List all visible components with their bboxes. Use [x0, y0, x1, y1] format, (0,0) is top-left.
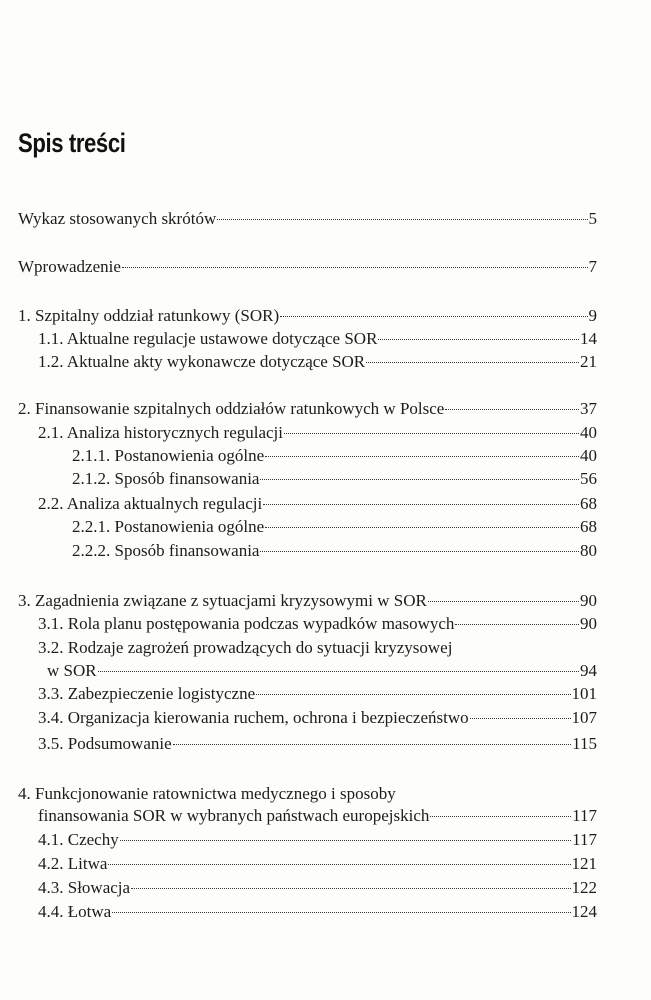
toc-entry: [72, 445, 597, 467]
toc-entry-page: 122: [571, 878, 597, 897]
toc-leader: [378, 339, 579, 340]
toc-leader: [120, 840, 571, 841]
toc-entry-page: 115: [572, 734, 597, 753]
toc-leader: [263, 504, 579, 505]
toc-entry: [18, 305, 597, 327]
toc-entry: [38, 877, 597, 899]
toc-leader: [455, 624, 579, 625]
toc-entry-title: 4.4. Łotwa: [38, 902, 112, 921]
toc-entry-title: 1.2. Aktualne akty wykonawcze dotyczące SOR: [38, 352, 366, 371]
toc-entry-title: 2.2. Analiza aktualnych regulacji: [38, 494, 263, 513]
toc-entry-page: 56: [580, 469, 597, 488]
toc-entry-title: 3.5. Podsumowanie: [38, 734, 172, 753]
toc-entry-page: 90: [580, 614, 597, 633]
toc-entry-page: 117: [572, 830, 597, 849]
toc-entry-title: 3.3. Zabezpieczenie logistyczne: [38, 684, 256, 703]
toc-entry: [38, 422, 597, 444]
toc-entry-title: 3.4. Organizacja kierowania ruchem, ochrona i bezpieczeństwo: [38, 708, 469, 727]
toc-entry-title: 2. Finansowanie szpitalnych oddziałów ratunkowych w Polsce: [18, 399, 445, 418]
toc-entry: [38, 351, 597, 373]
toc-entry-page: 40: [580, 423, 597, 442]
toc-entry-page: 7: [588, 257, 597, 276]
toc-leader: [445, 409, 579, 410]
toc-entry-page: 121: [571, 854, 597, 873]
toc-entry-page: 117: [572, 806, 597, 825]
toc-leader: [217, 219, 587, 220]
toc-leader: [260, 479, 579, 480]
toc-entry-page: 40: [580, 446, 597, 465]
page-title: Spis treści: [18, 128, 126, 158]
toc-entry-page: 21: [580, 352, 597, 371]
toc-entry: [72, 540, 597, 562]
toc-entry-title: 3. Zagadnienia związane z sytuacjami kryzysowymi w SOR: [18, 591, 427, 610]
toc-leader: [122, 267, 588, 268]
toc-entry-page: 101: [571, 684, 597, 703]
toc-entry-page: 68: [580, 494, 597, 513]
toc-entry-title: 3.2. Rodzaje zagrożeń prowadzących do sytuacji kryzysowej: [38, 638, 453, 657]
toc-entry-page: 5: [588, 209, 597, 228]
toc-leader: [265, 456, 579, 457]
toc-entry: [72, 516, 597, 538]
toc-leader: [280, 316, 587, 317]
toc-entry-page: 124: [571, 902, 597, 921]
toc-entry-title: Wykaz stosowanych skrótów: [18, 209, 217, 228]
toc-entry-title: 4.1. Czechy: [38, 830, 119, 849]
toc-leader: [428, 601, 579, 602]
toc-leader: [284, 433, 579, 434]
toc-entry: [18, 256, 597, 278]
toc-entry: [18, 590, 597, 612]
toc-entry-title: Wprowadzenie: [18, 257, 121, 276]
toc-entry-page: 68: [580, 517, 597, 536]
toc-entry-title-cont: finansowania SOR w wybranych państwach europejskich: [38, 806, 430, 825]
toc-leader: [98, 671, 579, 672]
toc-entry: [38, 829, 597, 851]
toc-entry-page: 80: [580, 541, 597, 560]
toc-entry: [38, 901, 597, 923]
toc-entry: [18, 398, 597, 420]
toc-leader: [173, 744, 571, 745]
toc-leader: [366, 362, 579, 363]
toc-entry-title: 2.1.1. Postanowienia ogólne: [72, 446, 265, 465]
toc-entry-title: 2.2.2. Sposób finansowania: [72, 541, 260, 560]
toc-leader: [265, 527, 579, 528]
toc-entry: [72, 468, 597, 490]
toc-leader: [108, 864, 570, 865]
toc-entry: [38, 733, 597, 755]
toc-entry: [38, 707, 597, 729]
toc-entry: [38, 853, 597, 875]
toc-entry-page: 107: [571, 708, 597, 727]
toc-entry: [47, 660, 597, 682]
toc-entry-page: 14: [580, 329, 597, 348]
toc-entry: [38, 805, 597, 827]
toc-leader: [256, 694, 570, 695]
toc-entry: [18, 208, 597, 230]
toc-leader: [430, 816, 571, 817]
toc-entry: [38, 493, 597, 515]
toc-entry-title: 3.1. Rola planu postępowania podczas wypadków masowych: [38, 614, 455, 633]
toc-leader: [260, 551, 579, 552]
toc-entry-page: 90: [580, 591, 597, 610]
toc-entry: [38, 683, 597, 705]
toc-entry: [38, 328, 597, 350]
toc-entry-title: 4.3. Słowacja: [38, 878, 131, 897]
toc-entry: [38, 613, 597, 635]
toc-entry-title: 2.1. Analiza historycznych regulacji: [38, 423, 283, 442]
toc-leader: [470, 718, 571, 719]
toc-leader: [112, 912, 570, 913]
toc-entry-title: 2.1.2. Sposób finansowania: [72, 469, 260, 488]
toc-entry-page: 94: [580, 661, 597, 680]
toc-entry-page: 37: [580, 399, 597, 418]
toc-entry-title-cont: w SOR: [47, 661, 97, 680]
toc-entry-title: 2.2.1. Postanowienia ogólne: [72, 517, 265, 536]
toc-entry-title: 1.1. Aktualne regulacje ustawowe dotyczące SOR: [38, 329, 378, 348]
toc-entry-title: 4. Funkcjonowanie ratownictwa medycznego i sposoby: [18, 784, 396, 803]
toc-entry-page: 9: [588, 306, 597, 325]
toc-entry-title: 1. Szpitalny oddział ratunkowy (SOR): [18, 306, 280, 325]
toc-entry-title: 4.2. Litwa: [38, 854, 108, 873]
toc-leader: [131, 888, 570, 889]
